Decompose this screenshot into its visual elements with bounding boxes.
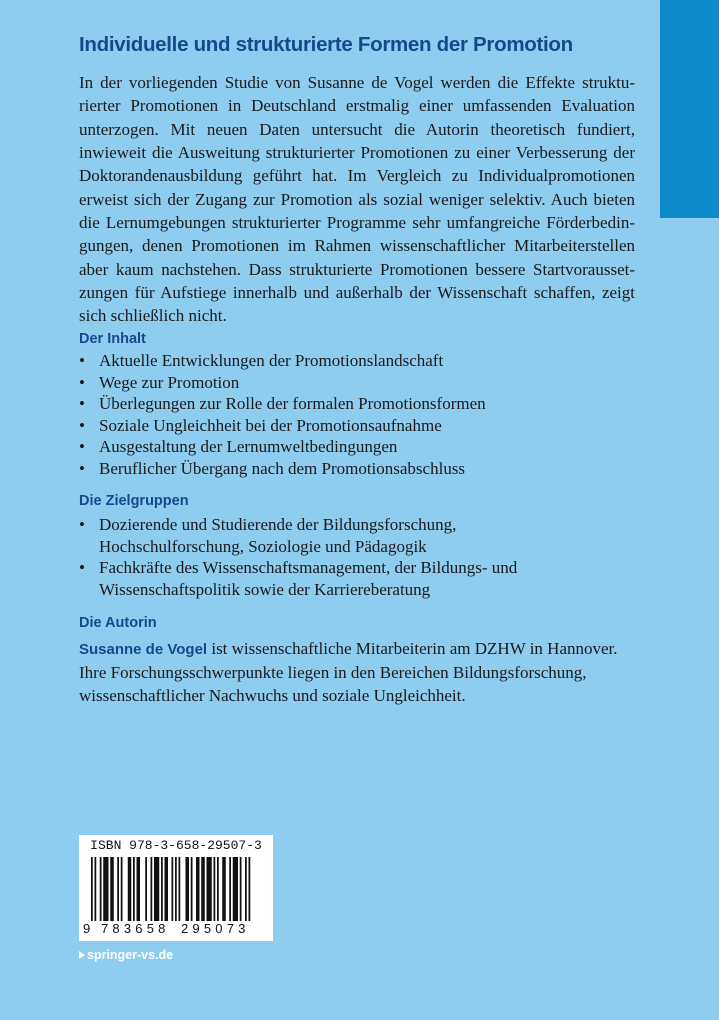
color-tab <box>660 0 719 218</box>
intro-line: unterzogen. Mit neuen Daten untersucht die Autorin theoretisch fundiert, <box>79 119 635 139</box>
barcode-bar <box>161 857 163 921</box>
barcode-bar <box>201 857 205 921</box>
barcode-bar <box>222 857 226 921</box>
barcode-bar <box>133 857 135 921</box>
intro-paragraph <box>79 71 635 328</box>
list-item: • Fachkräfte des Wissenschaftsmanagement, der Bildungs- und Wissenschaftspolitik sowie der Karriereberatung <box>79 558 518 599</box>
barcode-bar <box>196 857 200 921</box>
barcode-bar <box>179 857 181 921</box>
ean-left-group: 783658 <box>101 921 170 936</box>
intro-line: Doktorandenausbildung geführt hat. Im Vergleich zu Individualpromotionen <box>79 166 635 186</box>
barcode-bar <box>121 857 123 921</box>
website-text: springer-vs.de <box>87 948 174 962</box>
list-item: • Aktuelle Entwicklungen der Promotionslandschaft <box>79 351 444 370</box>
barcode-bar <box>91 857 93 921</box>
barcode-bar <box>154 857 159 921</box>
intro-line: aber kaum nachstehen. Dass strukturierte Promotionen bessere Startvorausset- <box>79 259 635 279</box>
barcode-bar <box>214 857 216 921</box>
barcode-bar <box>110 857 114 921</box>
intro-line: zungen für Aufstiege innerhalb und außerhalb der Wissenschaft schaffen, zeigt <box>79 283 635 303</box>
intro-line: In der vorliegenden Studie von Susanne de Vogel werden die Effekte struktu- <box>79 73 635 92</box>
author-bio-text: wissenschaftlicher Nachwuchs und soziale Ungleichheit. <box>79 686 466 705</box>
author-bio-text: ist wissenschaftliche Mitarbeiterin am DZHW in Hannover. <box>207 639 618 658</box>
barcode-bar <box>117 857 119 921</box>
bullet: • <box>79 351 85 370</box>
barcode-bar <box>100 857 102 921</box>
ean-right-group: 295073 <box>181 921 250 936</box>
barcode-bar <box>233 857 238 921</box>
bullet: • <box>79 437 85 457</box>
barcode-bar <box>240 857 242 921</box>
barcode-bar <box>186 857 190 921</box>
bullet: • <box>79 458 85 478</box>
triangle-arrow-icon <box>79 951 85 959</box>
barcode-bar <box>217 857 219 921</box>
intro-line: rierter Promotionen in Deutschland erstmalig einer umfassenden Evaluation <box>79 96 635 116</box>
barcode-bar <box>137 857 141 921</box>
bullet: • <box>79 372 85 392</box>
intro-line: inwieweit die Ausweitung strukturierter Promotionen zu einer Verbesserung der <box>79 143 635 163</box>
bullet: • <box>79 394 85 414</box>
barcode-bars <box>87 857 267 929</box>
barcode-bar <box>245 857 247 921</box>
bullet: • <box>79 415 85 435</box>
barcode-bar <box>128 857 132 921</box>
intro-line: gungen, denen Promotionen im Rahmen wissenschaftlicher Mitarbeiterstellen <box>79 236 635 256</box>
intro-line: die Lernumgebungen strukturierter Programme sehr umfangreiche Förderbedin- <box>79 213 635 233</box>
list-item: • Soziale Ungleichheit bei der Promotionsaufnahme <box>79 415 442 435</box>
website-link[interactable] <box>79 946 173 964</box>
barcode-bar <box>95 857 97 921</box>
list-item: • Beruflicher Übergang nach dem Promotionsabschluss <box>79 458 466 478</box>
isbn-barcode <box>79 835 273 941</box>
barcode-bar <box>175 857 177 921</box>
barcode-bar <box>249 857 251 921</box>
list-item: • Ausgestaltung der Lernumweltbedingungen <box>79 437 398 457</box>
isbn-label: ISBN 978-3-658-29507-3 <box>90 838 262 853</box>
barcode-bar <box>207 857 212 921</box>
section-title-inhalt: Der Inhalt <box>79 331 146 347</box>
list-item: • Wege zur Promotion <box>79 372 240 392</box>
list-item: • Dozierende und Studierende der Bildungsforschung, Hochschulforschung, Soziologie und Pädagogik <box>79 515 457 556</box>
author-bio-text: Ihre Forschungsschwerpunkte liegen in den Bereichen Bildungsforschung, <box>79 663 587 682</box>
barcode-bar <box>172 857 174 921</box>
barcode-bar <box>165 857 169 921</box>
list-item: • Überlegungen zur Rolle der formalen Promotionsformen <box>79 394 486 414</box>
barcode-bar <box>229 857 231 921</box>
bullet: • <box>79 558 85 578</box>
page-title: Individuelle und strukturierte Formen der Promotion <box>79 33 573 56</box>
barcode-bar <box>151 857 153 921</box>
bullet: • <box>79 515 85 534</box>
barcode-bar <box>103 857 108 921</box>
barcode-bar <box>145 857 147 921</box>
inhalt-list <box>79 350 639 480</box>
intro-line: erweist sich der Zugang zur Promotion als sozial weniger selektiv. Auch bieten <box>79 189 635 209</box>
author-bio <box>79 637 635 707</box>
barcode-bar <box>191 857 193 921</box>
section-title-zielgruppen: Die Zielgruppen <box>79 493 189 509</box>
section-title-autorin: Die Autorin <box>79 615 157 631</box>
zielgruppen-list <box>79 514 639 600</box>
author-name: Susanne de Vogel <box>79 641 208 658</box>
intro-line: sich schließlich nicht. <box>79 306 227 326</box>
ean-first-digit: 9 <box>83 921 91 936</box>
